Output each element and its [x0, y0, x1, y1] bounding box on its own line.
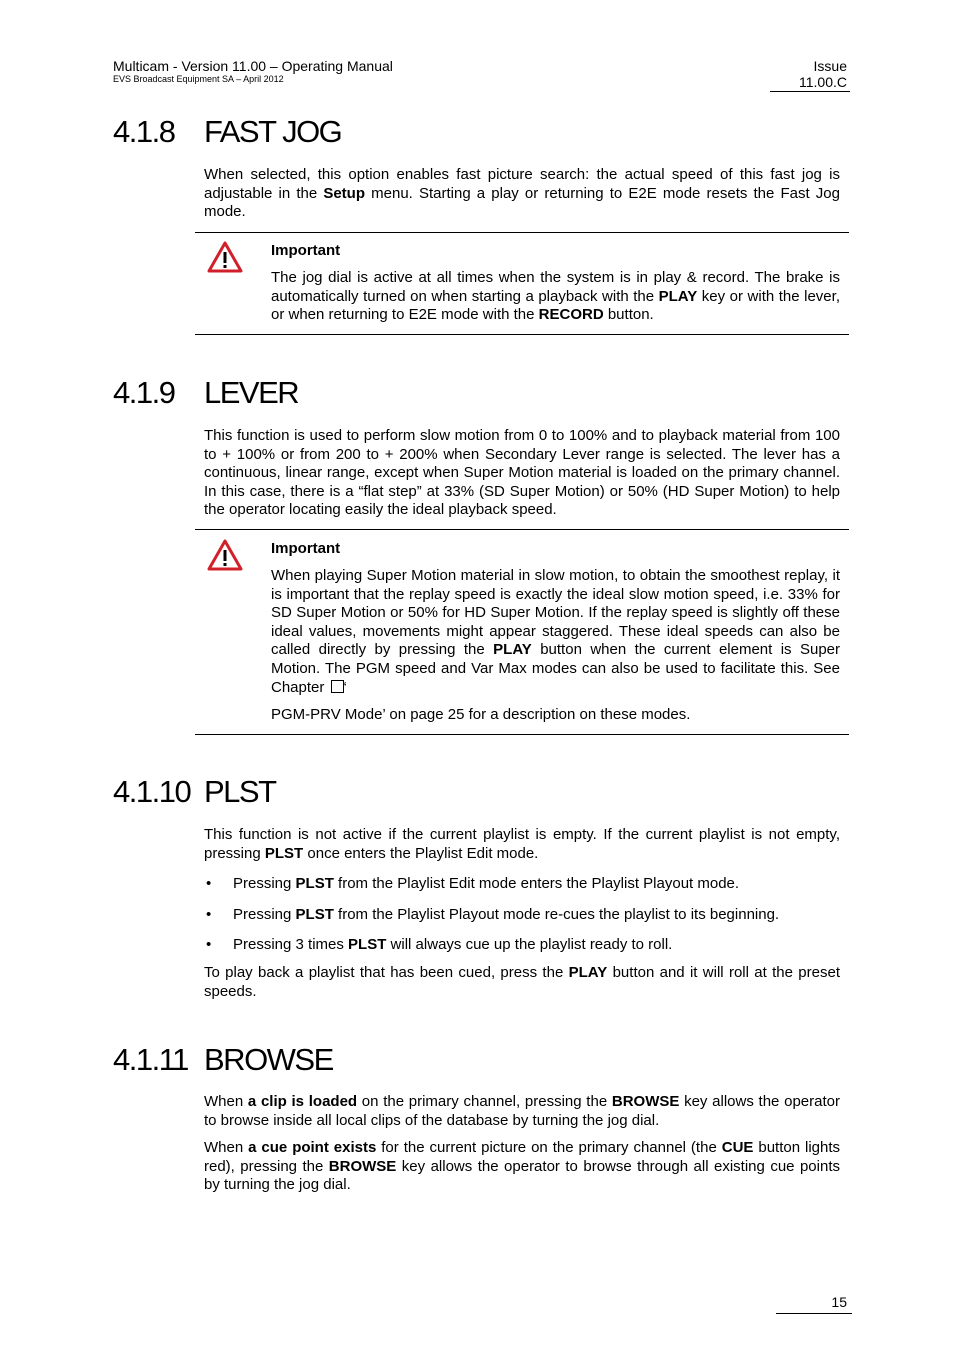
- list-item: • Pressing PLST from the Playlist Playout mode re-cues the playlist to its beginning.: [206, 905, 780, 923]
- section-number: 4.1.10: [113, 774, 191, 809]
- header-subtitle: EVS Broadcast Equipment SA – April 2012: [113, 74, 284, 84]
- bullet-dot-icon: •: [206, 936, 212, 954]
- section-heading-browse: [113, 1042, 333, 1078]
- footer-rule: [776, 1313, 852, 1314]
- section-title: FAST JOG: [204, 114, 342, 149]
- lever-note-reference: PGM-PRV Mode’ on page 25 for a description on these modes.: [271, 706, 691, 723]
- chapter-link-box-icon[interactable]: [331, 680, 344, 693]
- header-issue-value: 11.00.C: [799, 74, 847, 90]
- browse-paragraph-2: When a cue point exists for the current picture on the primary channel (the CUE button lights red), pressing the BROWSE key allows the operator to browse through all existing cue points by turning the jog dial.: [204, 1139, 841, 1194]
- section-number: 4.1.8: [113, 114, 175, 149]
- list-item: • Pressing PLST from the Playlist Edit mode enters the Playlist Playout mode.: [206, 875, 740, 892]
- plst-bullet-list: [204, 875, 840, 967]
- fast-jog-note-text: The jog dial is active at all times when the system is in play & record. The brake is automatically turned on when starting a playback with the PLAY key or with the lever, or when returning to E2E mode with the RECORD button.: [271, 269, 840, 324]
- note-heading: Important: [271, 540, 341, 557]
- note-top-rule: [195, 529, 849, 530]
- fast-jog-paragraph: When selected, this option enables fast picture search: the actual speed of this fast jog is adjustable in the Setup menu. Starting a play or returning to E2E mode resets the Fast Jog mode.: [204, 166, 840, 221]
- warning-triangle-icon: [207, 240, 243, 274]
- note-bottom-rule: [195, 734, 849, 735]
- warning-triangle-icon: [207, 538, 243, 572]
- lever-note-text: When playing Super Motion material in slow motion, to obtain the smoothest replay, it is important that the replay speed is exactly the ideal slow motion speed, i.e. 33% for SD Super Motion or 50% for HD Super Motion. If the replay speed is slightly off these ideal values, movements might appear staggered. These ideal speeds can also be called directly by pressing the PLAY button when the current element is Super Motion. The PGM speed and Var Max modes can also be used to facilitate this. See Chapter ‘: [271, 567, 840, 696]
- section-number: 4.1.11: [113, 1042, 188, 1077]
- section-title: LEVER: [204, 375, 299, 410]
- section-number: 4.1.9: [113, 375, 175, 410]
- header-title: Multicam - Version 11.00 – Operating Manual: [113, 58, 393, 74]
- section-title: PLST: [204, 774, 276, 809]
- lever-paragraph: This function is used to perform slow motion from 0 to 100% and to playback material from 100 to + 100% or from 200 to + 200% when Secondary Lever range is selected. The lever has a continuous, linear range, except when Super Motion material is loaded on the primary channel. In this case, there is a “flat step” at 33% (SD Super Motion) or 50% (HD Super Motion) to help the operator locating easily the ideal playback speed.: [204, 427, 840, 519]
- browse-paragraph-1: When a clip is loaded on the primary channel, pressing the BROWSE key allows the operator to browse inside all local clips of the database by turning the jog dial.: [204, 1093, 840, 1129]
- bullet-dot-icon: •: [206, 875, 212, 892]
- page-number: 15: [831, 1294, 847, 1310]
- plst-outro: To play back a playlist that has been cued, press the PLAY button and it will roll at the preset speeds.: [204, 964, 840, 1000]
- section-title: BROWSE: [204, 1042, 333, 1077]
- section-heading-plst: [113, 774, 276, 810]
- section-heading-lever: [113, 375, 298, 411]
- header-rule: [770, 91, 850, 92]
- header-issue-label: Issue: [813, 58, 847, 74]
- list-item: • Pressing 3 times PLST will always cue up the playlist ready to roll.: [206, 936, 673, 954]
- plst-intro: This function is not active if the current playlist is empty. If the current playlist is not empty, pressing PLST once enters the Playlist Edit mode.: [204, 826, 840, 862]
- note-bottom-rule: [195, 334, 849, 335]
- section-heading-fast-jog: [113, 114, 341, 150]
- note-heading: Important: [271, 242, 341, 259]
- bullet-dot-icon: •: [206, 905, 212, 923]
- note-top-rule: [195, 232, 849, 233]
